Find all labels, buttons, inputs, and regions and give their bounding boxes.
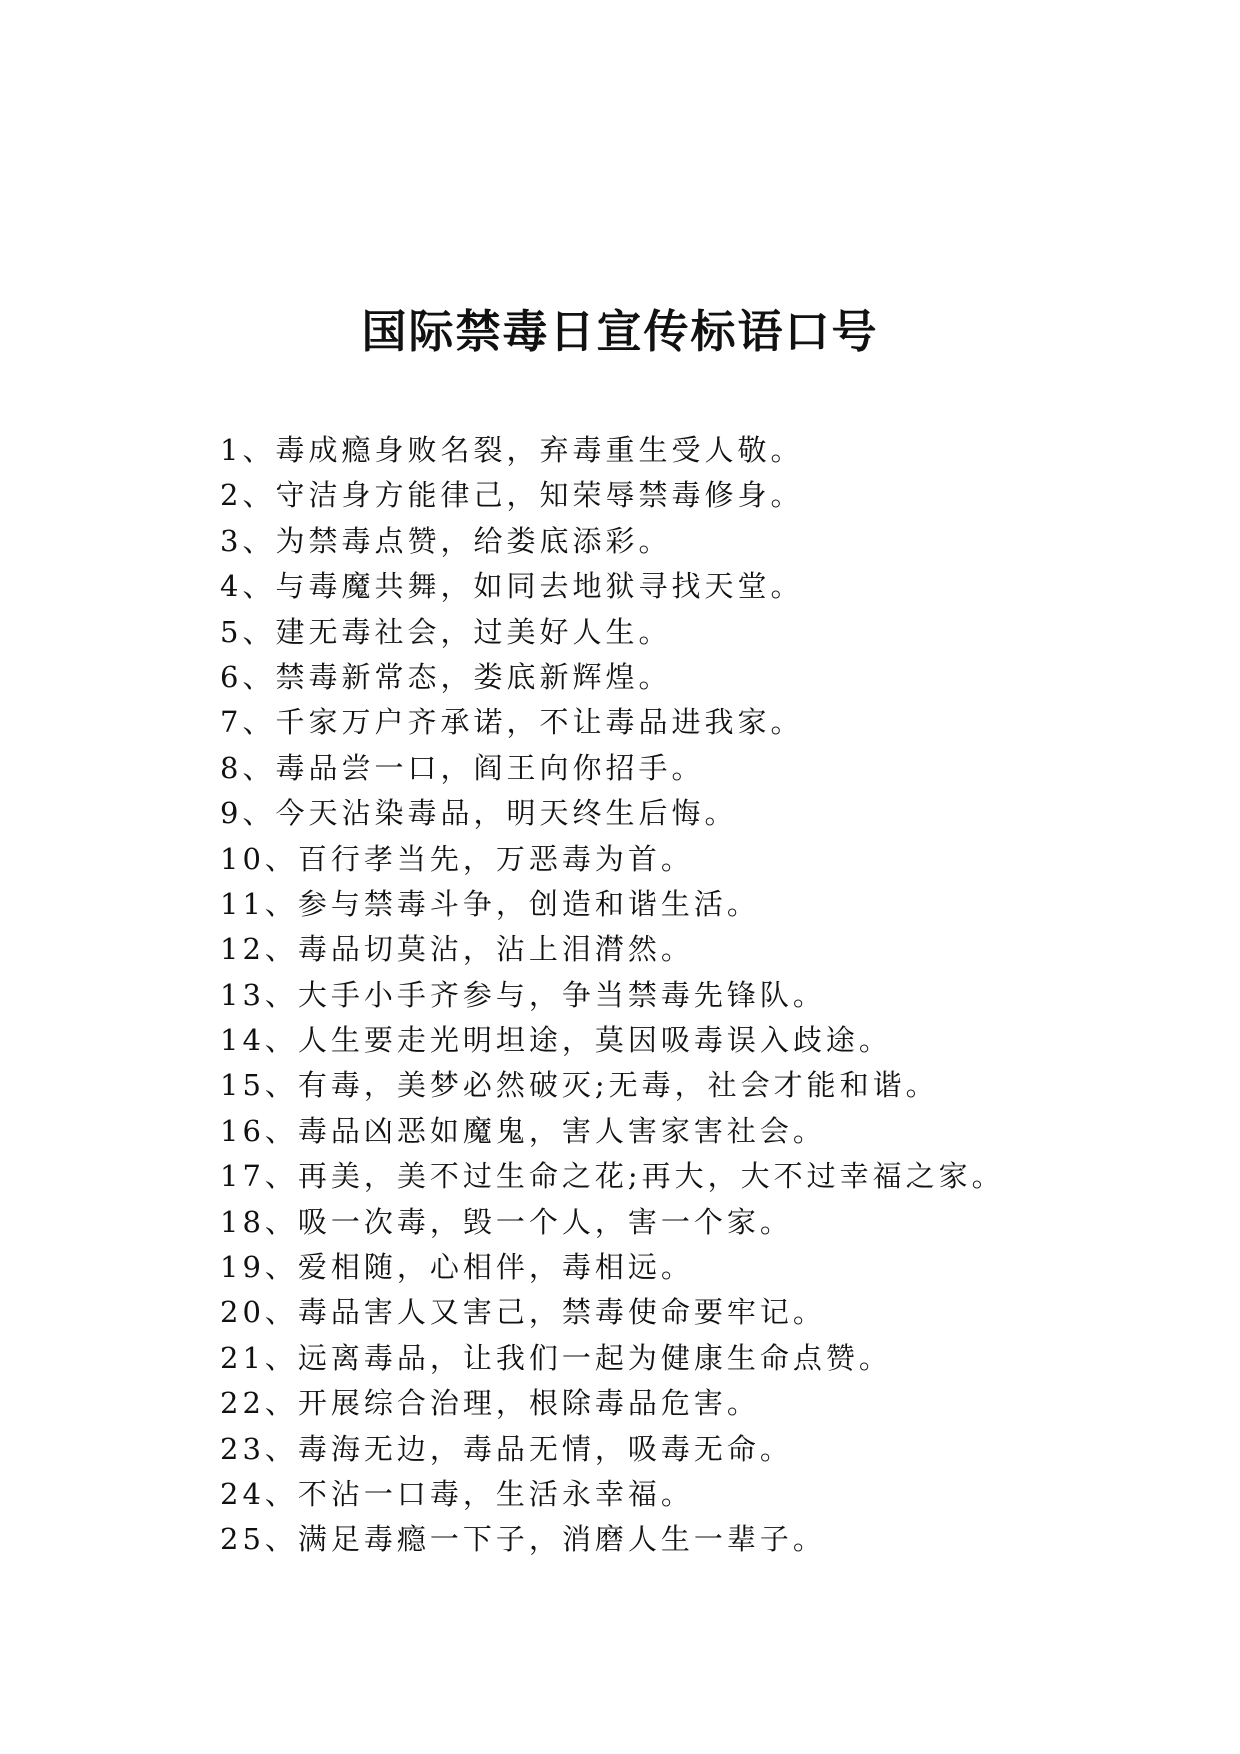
slogan-item: 20、毒品害人又害己，禁毒使命要牢记。	[220, 1295, 826, 1330]
slogan-item: 3、为禁毒点赞，给娄底添彩。	[220, 523, 672, 558]
slogan-item: 25、满足毒瘾一下子，消磨人生一辈子。	[220, 1522, 826, 1557]
slogan-item: 19、爱相随，心相伴，毒相远。	[220, 1250, 694, 1285]
slogan-item: 21、远离毒品，让我们一起为健康生命点赞。	[220, 1340, 892, 1375]
slogan-item: 2、守洁身方能律己，知荣辱禁毒修身。	[220, 478, 804, 513]
slogan-item: 5、建无毒社会，过美好人生。	[220, 614, 672, 649]
slogan-item: 18、吸一次毒，毁一个人，害一个家。	[220, 1204, 793, 1239]
slogan-item: 22、开展综合治理，根除毒品危害。	[220, 1386, 760, 1421]
slogan-item: 1、毒成瘾身败名裂，弃毒重生受人敬。	[220, 433, 804, 467]
slogan-item: 8、毒品尝一口，阎王向你招手。	[220, 750, 705, 785]
slogan-item: 9、今天沾染毒品，明天终生后悔。	[220, 796, 738, 831]
slogan-item: 6、禁毒新常态，娄底新辉煌。	[220, 659, 672, 694]
slogan-item: 7、千家万户齐承诺，不让毒品进我家。	[220, 705, 804, 740]
slogan-item: 12、毒品切莫沾，沾上泪潸然。	[220, 932, 694, 967]
slogan-item: 11、参与禁毒斗争，创造和谐生活。	[220, 886, 760, 921]
slogan-item: 14、人生要走光明坦途，莫因吸毒误入歧途。	[220, 1023, 892, 1058]
slogan-item: 16、毒品凶恶如魔鬼，害人害家害社会。	[220, 1113, 826, 1148]
slogan-item: 10、百行孝当先，万恶毒为首。	[220, 841, 694, 876]
slogan-item: 15、有毒，美梦必然破灭;无毒，社会才能和谐。	[220, 1068, 939, 1103]
slogan-item: 4、与毒魔共舞，如同去地狱寻找天堂。	[220, 569, 804, 604]
slogan-item: 17、再美，美不过生命之花;再大，大不过幸福之家。	[220, 1159, 1005, 1194]
slogan-item: 24、不沾一口毒，生活永幸福。	[220, 1476, 694, 1511]
slogan-item: 23、毒海无边，毒品无情，吸毒无命。	[220, 1431, 793, 1466]
slogan-list	[220, 428, 1005, 1563]
document-title: 国际禁毒日宣传标语口号	[361, 305, 879, 358]
slogan-item: 13、大手小手齐参与，争当禁毒先锋队。	[220, 977, 826, 1012]
